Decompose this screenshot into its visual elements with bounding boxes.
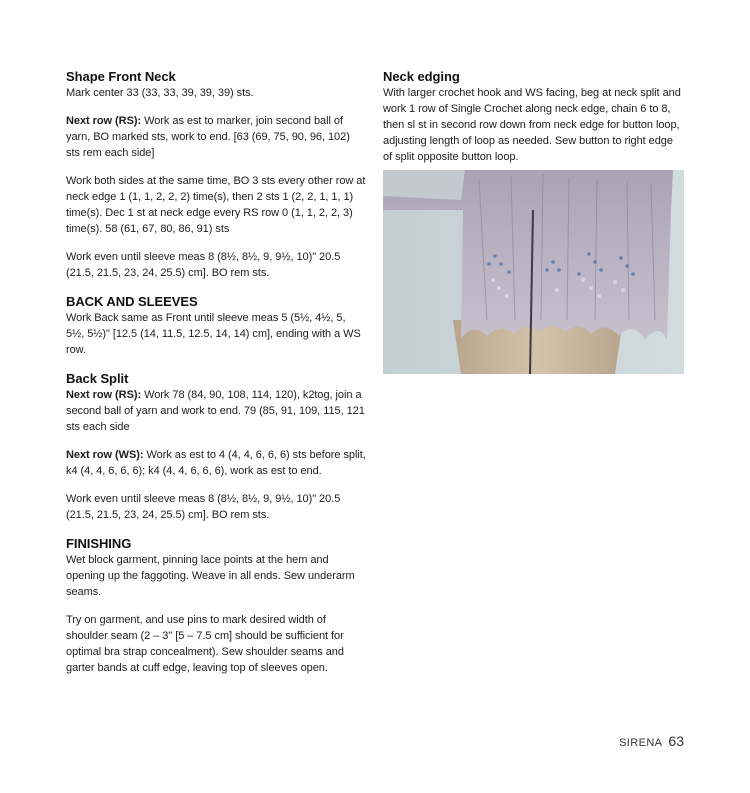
front-neck-paragraph-3: Work both sides at the same time, BO 3 sts every other row at neck edge 1 (1, 1, 2, 2, 2) time(s), then 2 sts 1 (2, 2, 1, 1, 1) time(s). Dec 1 st at neck edge every RS row 0 (1, 1, 2, 2, 3) time(s). 58 (61, 67, 80, 86, 91) sts: [66, 175, 366, 235]
back-split-rs-text: Work 78 (84, 90, 108, 114, 120), k2tog, join a second ball of yarn and work to end. 79 (85, 91, 109, 115, 121 sts each side: [66, 389, 365, 433]
back-and-sleeves-paragraph: Work Back same as Front until sleeve meas 5 (5½, 4½, 5, 5½, 5½)" [12.5 (14, 11.5, 12.5, 14, 14) cm], ending with a WS row.: [66, 312, 361, 356]
back-and-sleeves-heading: BACK AND SLEEVES: [66, 294, 198, 309]
back-split-ws-text: Work as est to 4 (4, 4, 6, 6, 6) sts before split, k4 (4, 4, 6, 6, 6); k4 (4, 4, 6, 6, 6), work as est to end.: [66, 449, 366, 477]
back-split-rs-label: Next row (RS):: [66, 389, 142, 401]
right-column: [383, 68, 683, 165]
front-neck-paragraph-2: [66, 113, 366, 161]
finishing-paragraph-1: Wet block garment, pinning lace points at the hem and opening up the faggoting. Weave in all ends. Sew underarm seams.: [66, 554, 355, 598]
garment-lace-hem-photo: [383, 170, 684, 374]
back-split-paragraph-3: Work even until sleeve meas 8 (8½, 8½, 9, 9½, 10)" 20.5 (21.5, 21.5, 23, 24, 25.5) cm]. BO rem sts.: [66, 493, 341, 521]
neck-edging-heading: Neck edging: [383, 69, 460, 84]
garment-photo-illustration: [383, 170, 684, 374]
front-neck-paragraph-4: Work even until sleeve meas 8 (8½, 8½, 9, 9½, 10)" 20.5 (21.5, 21.5, 23, 24, 25.5) cm]. BO rem sts.: [66, 251, 341, 279]
finishing-paragraph-2: Try on garment, and use pins to mark desired width of shoulder seam (2 – 3" [5 – 7.5 cm] should be sufficient for optimal bra strap concealment). Sew shoulder seams and garter bands at cuff edge, leaving top of sleeves open.: [66, 614, 344, 674]
left-column: [66, 68, 366, 676]
next-row-rs-text: Work as est to marker, join second ball of yarn, BO marked sts, work to end. [63 (69, 75, 90, 96, 102) sts rem each side]: [66, 115, 350, 159]
back-split-ws-label: Next row (WS):: [66, 449, 144, 461]
next-row-rs-label: Next row (RS):: [66, 115, 142, 127]
page-footer: [619, 733, 684, 749]
neck-edging-paragraph: With larger crochet hook and WS facing, beg at neck split and work 1 row of Single Crochet along neck edge, chain 6 to 8, then sl st in second row down from neck edge for button loop, adjusting length of loop as needed. Sew button to right edge of split opposite button loop.: [383, 87, 681, 163]
back-split-paragraph-2: [66, 447, 366, 479]
page-number: 63: [668, 733, 684, 749]
back-split-heading: Back Split: [66, 371, 129, 386]
shape-front-neck-heading: Shape Front Neck: [66, 69, 176, 84]
back-split-paragraph-1: [66, 387, 366, 435]
footer-pattern-title: SIRENA: [619, 737, 663, 749]
front-neck-paragraph-1: Mark center 33 (33, 33, 39, 39, 39) sts.: [66, 87, 254, 99]
finishing-heading: FINISHING: [66, 536, 132, 551]
